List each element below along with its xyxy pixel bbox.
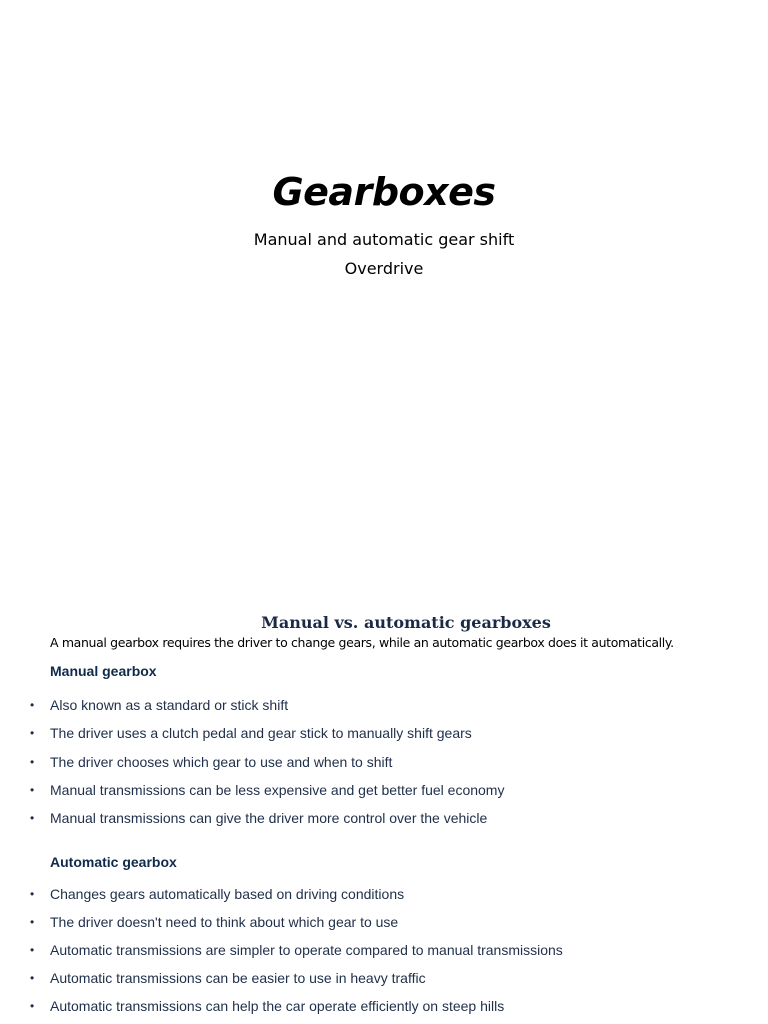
- bullet-icon: •: [30, 782, 35, 797]
- list-item-text: The driver doesn't need to think about which gear to use: [50, 914, 399, 931]
- bullet-icon: •: [30, 887, 35, 902]
- list-item: [0, 992, 768, 1020]
- bullet-icon: •: [30, 971, 35, 986]
- list-item-text: The driver uses a clutch pedal and gear stick to manually shift gears: [50, 725, 472, 742]
- automatic-gearbox-list: [0, 880, 768, 1020]
- list-item-text: Changes gears automatically based on driving conditions: [50, 886, 405, 903]
- document-title: Gearboxes: [272, 170, 496, 214]
- section-intro: A manual gearbox requires the driver to change gears, while an automatic gearbox does it automatically.: [50, 635, 674, 650]
- list-item: [0, 908, 768, 936]
- bullet-icon: •: [30, 698, 35, 712]
- list-item-text: Manual transmissions can give the driver more control over the vehicle: [50, 810, 488, 827]
- section-heading: Manual vs. automatic gearboxes: [261, 613, 551, 632]
- list-item-text: Also known as a standard or stick shift: [50, 697, 289, 713]
- list-item-text: Automatic transmissions can be easier to use in heavy traffic: [50, 970, 426, 987]
- bullet-icon: •: [30, 943, 35, 958]
- manual-gearbox-heading: Manual gearbox: [50, 663, 157, 679]
- list-item: [0, 776, 768, 804]
- list-item: [0, 880, 768, 908]
- list-item-text: Automatic transmissions are simpler to operate compared to manual transmissions: [50, 942, 563, 959]
- bullet-icon: •: [30, 726, 35, 741]
- bullet-icon: •: [30, 915, 35, 930]
- subtitle-line-2: Overdrive: [344, 259, 424, 278]
- list-item: [0, 719, 768, 747]
- bullet-icon: •: [30, 811, 35, 826]
- bullet-icon: •: [30, 754, 35, 769]
- automatic-gearbox-heading: Automatic gearbox: [50, 854, 177, 871]
- manual-gearbox-list: [0, 691, 768, 832]
- comparison-section: [0, 612, 768, 1020]
- list-item-text: Manual transmissions can be less expensive and get better fuel economy: [50, 781, 505, 798]
- list-item: [0, 748, 768, 776]
- list-item: [0, 804, 768, 832]
- list-item: [0, 936, 768, 964]
- subtitle-line-1: Manual and automatic gear shift: [253, 230, 515, 249]
- list-item: [0, 691, 768, 719]
- list-item: [0, 964, 768, 992]
- list-item-text: Automatic transmissions can help the car operate efficiently on steep hills: [50, 998, 505, 1015]
- title-section: [0, 166, 768, 283]
- list-item-text: The driver chooses which gear to use and when to shift: [50, 753, 393, 770]
- bullet-icon: •: [30, 999, 35, 1014]
